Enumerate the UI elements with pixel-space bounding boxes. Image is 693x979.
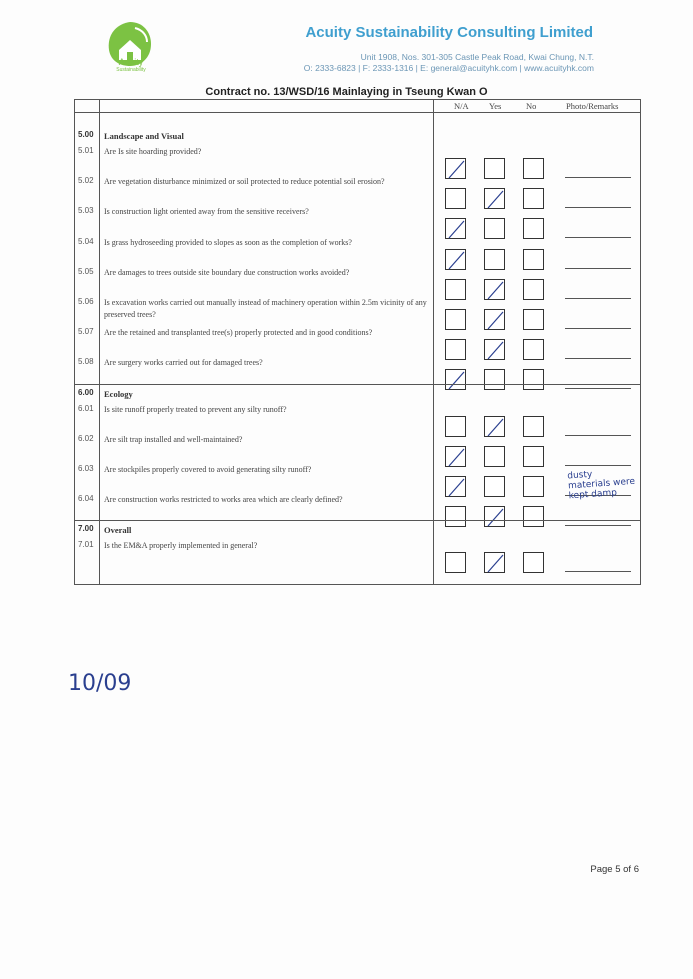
address-line: Unit 1908, Nos. 301-305 Castle Peak Road, Kwai Chung, N.T.: [360, 52, 594, 62]
item-question: Are stockpiles properly covered to avoid generating silty runoff?: [104, 465, 312, 474]
section-title: Overall: [104, 525, 132, 536]
contact-line: O: 2333-6823 | F: 2333-1316 | E: general@acuityhk.com | www.acuityhk.com: [303, 63, 594, 73]
col-header-yes: Yes: [489, 101, 502, 111]
col-header-no: No: [526, 101, 537, 111]
item-question: Is grass hydroseeding provided to slopes as soon as the completion of works?: [104, 237, 352, 247]
company-name: Acuity Sustainability Consulting Limited: [305, 24, 593, 41]
item-number: 6.04: [78, 494, 94, 504]
item-question: Are Is site hoarding provided?: [104, 147, 202, 156]
item-question: Are the retained and transplanted tree(s) properly protected and in good conditions?: [104, 328, 373, 338]
item-question: Is site runoff properly treated to prevent any silty runoff?: [104, 404, 287, 414]
item-number: 5.08: [78, 357, 94, 367]
section-title: Landscape and Visual: [104, 131, 184, 141]
item-question: Are surgery works carried out for damaged trees?: [104, 358, 263, 368]
item-question: Is excavation works carried out manually instead of machinery operation within 2.5m vicinity of any preserved trees?: [104, 298, 427, 319]
logo-text: Acuity: [118, 57, 144, 67]
item-question: Is the EM&A properly implemented in general?: [104, 541, 258, 551]
item-question: Are construction works restricted to works area which are clearly defined?: [104, 495, 343, 505]
item-number: 5.05: [78, 266, 94, 276]
item-question: Are vegetation disturbance minimized or soil protected to reduce potential soil erosion?: [104, 177, 385, 187]
item-number: 5.03: [78, 206, 94, 216]
col-header-na: N/A: [454, 101, 469, 111]
item-number: 5.02: [78, 176, 94, 186]
item-question: Are silt trap installed and well-maintained?: [104, 434, 243, 444]
section-number: 5.00: [78, 130, 94, 139]
item-number: 5.06: [78, 297, 94, 306]
item-question: Is construction light oriented away from the sensitive receivers?: [104, 207, 309, 217]
item-number: 5.04: [78, 236, 94, 246]
item-number: 5.01: [78, 146, 94, 155]
page-number: Page 5 of 6: [590, 864, 639, 875]
logo-subtext: Sustainability: [116, 67, 146, 73]
item-number: 6.01: [78, 403, 94, 413]
handwritten-date: 10/09: [68, 671, 132, 696]
section-number: 7.00: [78, 524, 94, 534]
section-number: 6.00: [78, 387, 94, 397]
col-header-remarks: Photo/Remarks: [566, 101, 619, 111]
item-number: 5.07: [78, 327, 94, 337]
item-number: 6.02: [78, 433, 94, 443]
item-number: 7.01: [78, 540, 94, 550]
item-question: Are damages to trees outside site boundary due construction works avoided?: [104, 267, 350, 277]
section-title: Ecology: [104, 388, 133, 399]
handwritten-remark: dusty materials were kept damp: [567, 469, 636, 502]
item-number: 6.03: [78, 464, 94, 473]
contract-title: Contract no. 13/WSD/16 Mainlaying in Tseung Kwan O: [205, 86, 488, 98]
